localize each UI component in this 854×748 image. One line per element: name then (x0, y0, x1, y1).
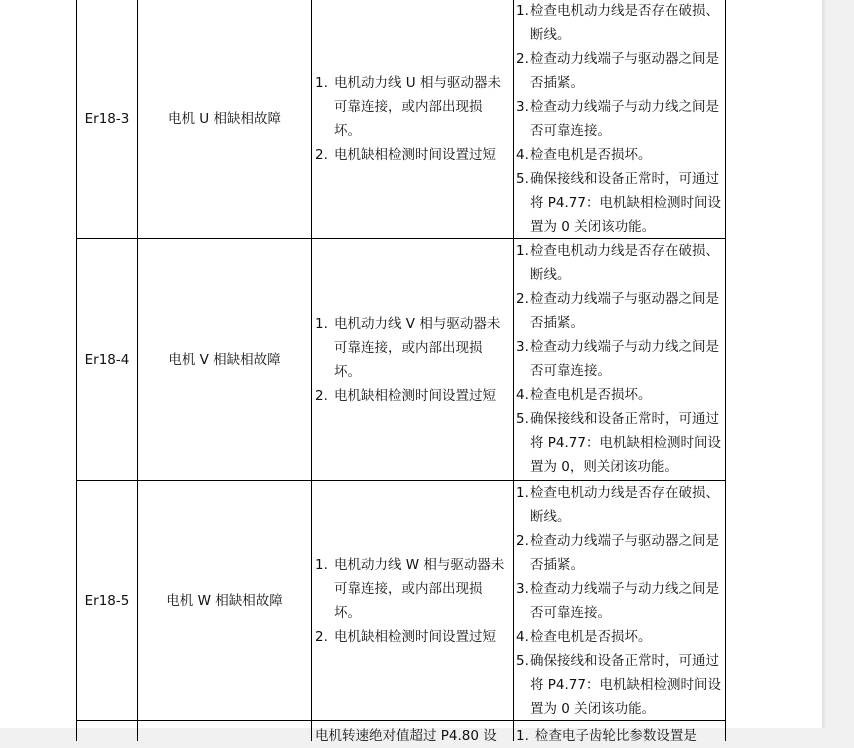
table-row (76, 480, 726, 720)
cause-item (315, 384, 513, 408)
fault-name-cell (137, 239, 311, 480)
action-list (516, 0, 725, 239)
item-number: 3. (516, 339, 529, 355)
fault-table (76, 0, 726, 744)
fault-code-cell (76, 481, 137, 720)
item-number: 2. (516, 291, 529, 307)
cause-item (315, 312, 513, 384)
item-number: 1. (315, 556, 328, 573)
fault-code-cell (76, 0, 137, 238)
table-row (76, 238, 726, 480)
action-item (516, 649, 725, 721)
item-number: 1. (315, 315, 328, 332)
fault-action-cell (513, 239, 726, 480)
action-text: 检查电机动力线是否存在破损、断线。 (530, 485, 719, 525)
fault-cause-cell (311, 721, 513, 744)
fault-cause-cell (311, 239, 513, 480)
action-item (516, 0, 725, 47)
action-list (516, 239, 725, 479)
action-text: 检查电机动力线是否存在破损、断线。 (530, 3, 719, 43)
cause-item (315, 553, 513, 625)
item-number: 2. (315, 628, 328, 645)
item-number: 4. (516, 629, 529, 645)
item-number: 1. (516, 243, 529, 259)
item-number: 1. (315, 74, 328, 91)
action-text: 确保接线和设备正常时，可通过将 P4.77：电机缺相检测时间设置为 0，则关闭该功能。 (530, 411, 721, 475)
item-number: 5. (516, 411, 529, 427)
item-number: 2. (516, 51, 529, 67)
action-item (516, 287, 725, 335)
fault-name: 电机 W 相缺相故障 (166, 592, 283, 609)
action-text: 检查动力线端子与动力线之间是否可靠连接。 (530, 581, 719, 621)
table-row (76, 0, 726, 238)
action-item (516, 239, 725, 287)
action-text: 检查电机是否损坏。 (530, 147, 652, 163)
action-text: 确保接线和设备正常时，可通过将 P4.77：电机缺相检测时间设置为 0 关闭该功能。 (530, 171, 721, 235)
fault-code-cell (76, 721, 137, 741)
action-item (516, 95, 725, 143)
cause-list (315, 553, 513, 649)
fault-name: 电机 V 相缺相故障 (168, 351, 281, 368)
action-item (516, 529, 725, 577)
cause-item (315, 143, 513, 167)
fault-action-cell (513, 721, 726, 744)
action-text: 检查电机动力线是否存在破损、断线。 (530, 243, 719, 283)
action-item (516, 47, 725, 95)
action-text: 检查电机是否损坏。 (530, 387, 652, 403)
item-number: 5. (516, 653, 529, 669)
fault-action-cell (513, 0, 726, 238)
action-item (516, 335, 725, 383)
cause-list (315, 71, 513, 167)
cause-text: 电机动力线 U 相与驱动器未可靠连接，或内部出现损坏。 (334, 74, 501, 139)
action-list (516, 481, 725, 721)
action-text: 检查动力线端子与驱动器之间是否插紧。 (530, 51, 719, 91)
action-item (516, 407, 725, 479)
item-number: 1. (516, 485, 529, 501)
action-item (516, 481, 725, 529)
fault-code: Er18-4 (84, 351, 130, 368)
cause-list (315, 312, 513, 408)
action-item (516, 577, 725, 625)
fault-code: Er18-3 (84, 110, 130, 127)
action-text: 检查动力线端子与动力线之间是否可靠连接。 (530, 339, 719, 379)
item-number: 3. (516, 581, 529, 597)
action-text: 检查动力线端子与驱动器之间是否插紧。 (530, 291, 719, 331)
action-text: 确保接线和设备正常时，可通过将 P4.77：电机缺相检测时间设置为 0 关闭该功能。 (530, 653, 721, 717)
table-row-partial (76, 720, 726, 744)
cause-text: 电机缺相检测时间设置过短 (334, 387, 496, 404)
action-text: 检查电机是否损坏。 (530, 629, 652, 645)
fault-cause-cell (311, 481, 513, 720)
action-item (516, 143, 725, 167)
cause-text: 电机动力线 V 相与驱动器未可靠连接，或内部出现损坏。 (334, 315, 501, 380)
item-number: 5. (516, 171, 529, 187)
action-text: 检查动力线端子与驱动器之间是否插紧。 (530, 533, 719, 573)
cause-text: 电机动力线 W 相与驱动器未可靠连接，或内部出现损坏。 (334, 556, 505, 621)
cause-text: 电机转速绝对值超过 P4.80 设 (315, 728, 497, 744)
item-number: 1. (516, 3, 529, 19)
fault-name: 电机 U 相缺相故障 (168, 110, 281, 127)
item-number: 4. (516, 387, 529, 403)
fault-action-cell (513, 481, 726, 720)
action-item (516, 625, 725, 649)
action-text: 检查动力线端子与动力线之间是否可靠连接。 (530, 99, 719, 139)
cause-text: 电机缺相检测时间设置过短 (334, 146, 496, 163)
item-number: 2. (315, 146, 328, 163)
action-item (516, 383, 725, 407)
cause-text: 电机缺相检测时间设置过短 (334, 628, 496, 645)
fault-name-cell (137, 721, 311, 741)
page-edge-shadow (822, 0, 826, 728)
fault-cause-cell (311, 0, 513, 238)
fault-name-cell (137, 0, 311, 238)
item-number: 4. (516, 147, 529, 163)
fault-name-cell (137, 481, 311, 720)
fault-code: Er18-5 (84, 592, 130, 609)
item-number: 2. (516, 533, 529, 549)
item-number: 1. (516, 728, 529, 744)
fault-code-cell (76, 239, 137, 480)
action-text: 检查电子齿轮比参数设置是 (534, 728, 697, 744)
item-number: 2. (315, 387, 328, 404)
item-number: 3. (516, 99, 529, 115)
cause-item (315, 625, 513, 649)
cause-item (315, 71, 513, 143)
action-item (516, 167, 725, 239)
